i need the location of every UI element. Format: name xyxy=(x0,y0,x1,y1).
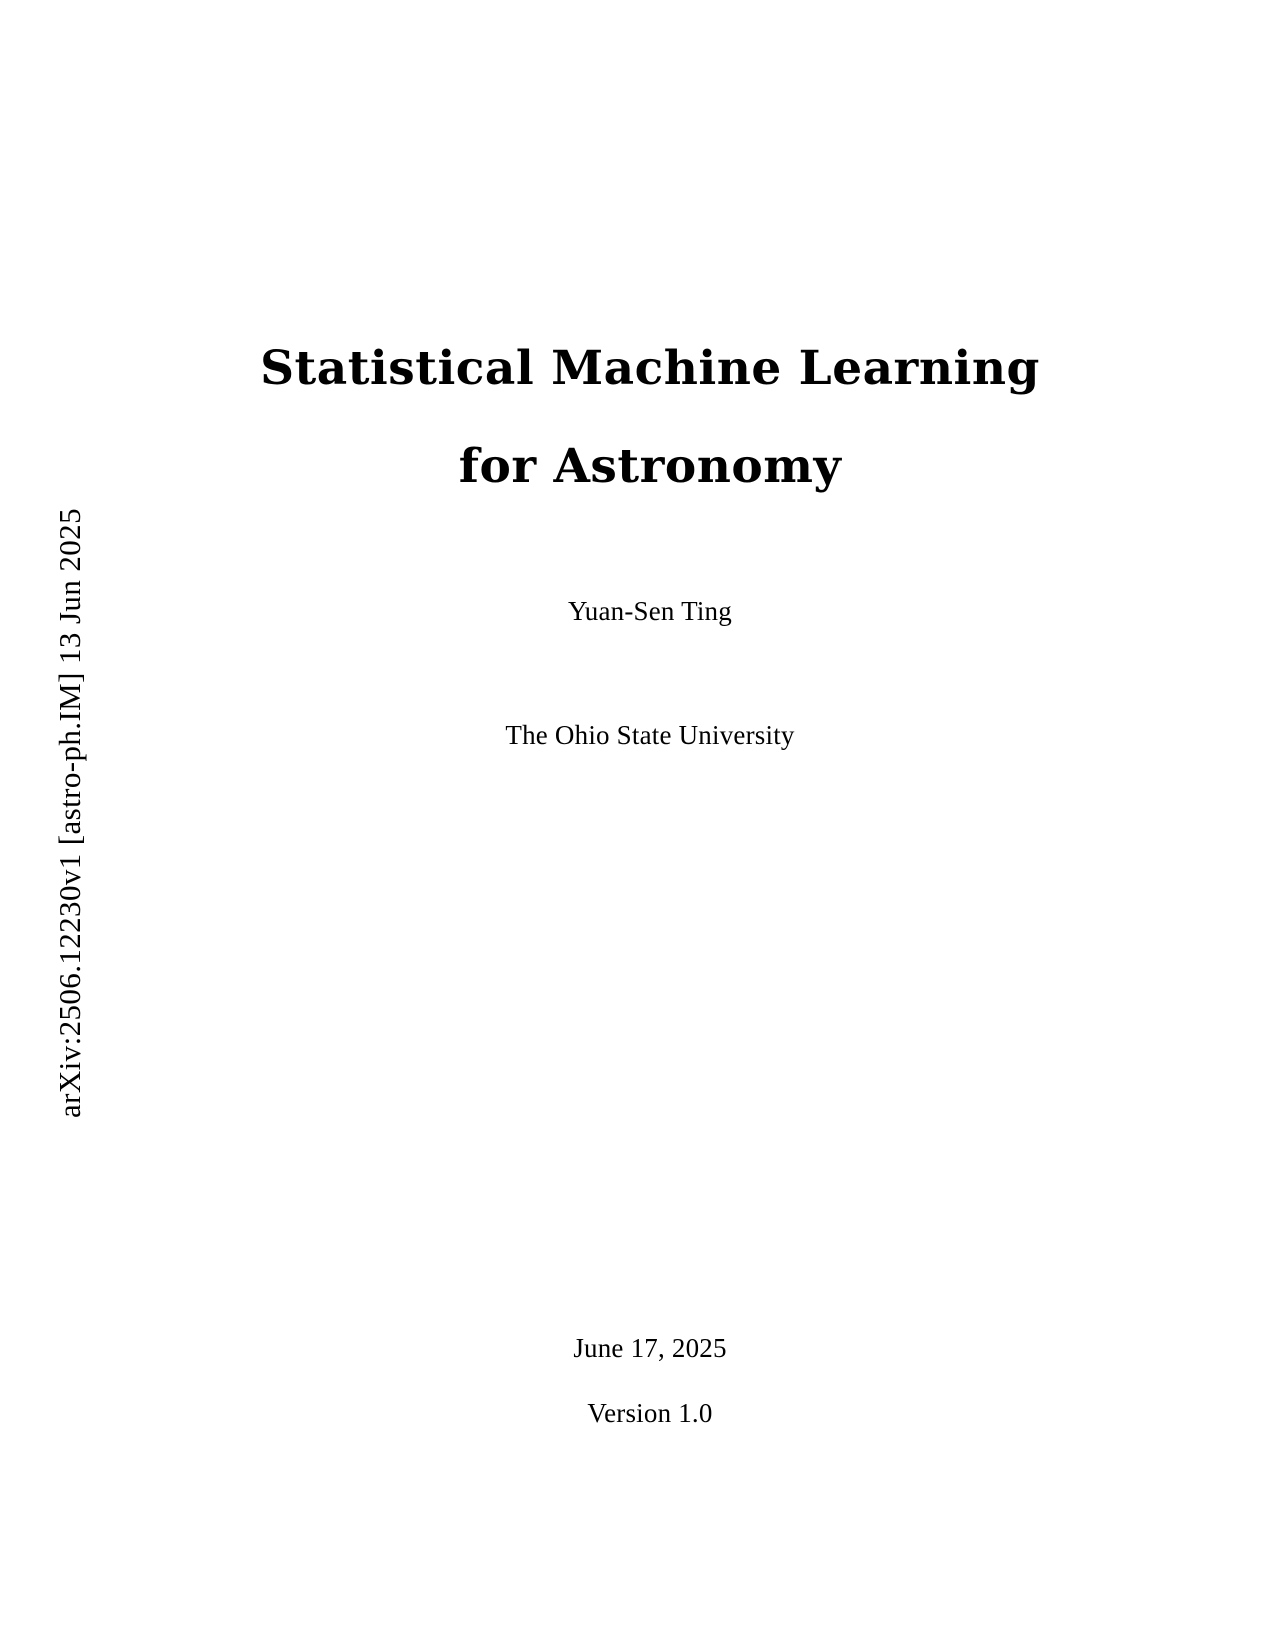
title-block xyxy=(150,0,1150,1650)
author-affiliation: The Ohio State University xyxy=(505,720,795,750)
author-name: Yuan-Sen Ting xyxy=(568,596,732,626)
page-title xyxy=(150,320,1150,516)
document-version: Version 1.0 xyxy=(587,1398,713,1428)
page-title-line-1: Statistical Machine Learning xyxy=(260,341,1040,396)
publication-date: June 17, 2025 xyxy=(573,1333,727,1363)
arxiv-identifier-text: arXiv:2506.12230v1 [astro-ph.IM] 13 Jun 2025 xyxy=(52,508,87,1118)
page-title-line-2: for Astronomy xyxy=(458,439,842,494)
arxiv-stamp xyxy=(0,0,100,1650)
